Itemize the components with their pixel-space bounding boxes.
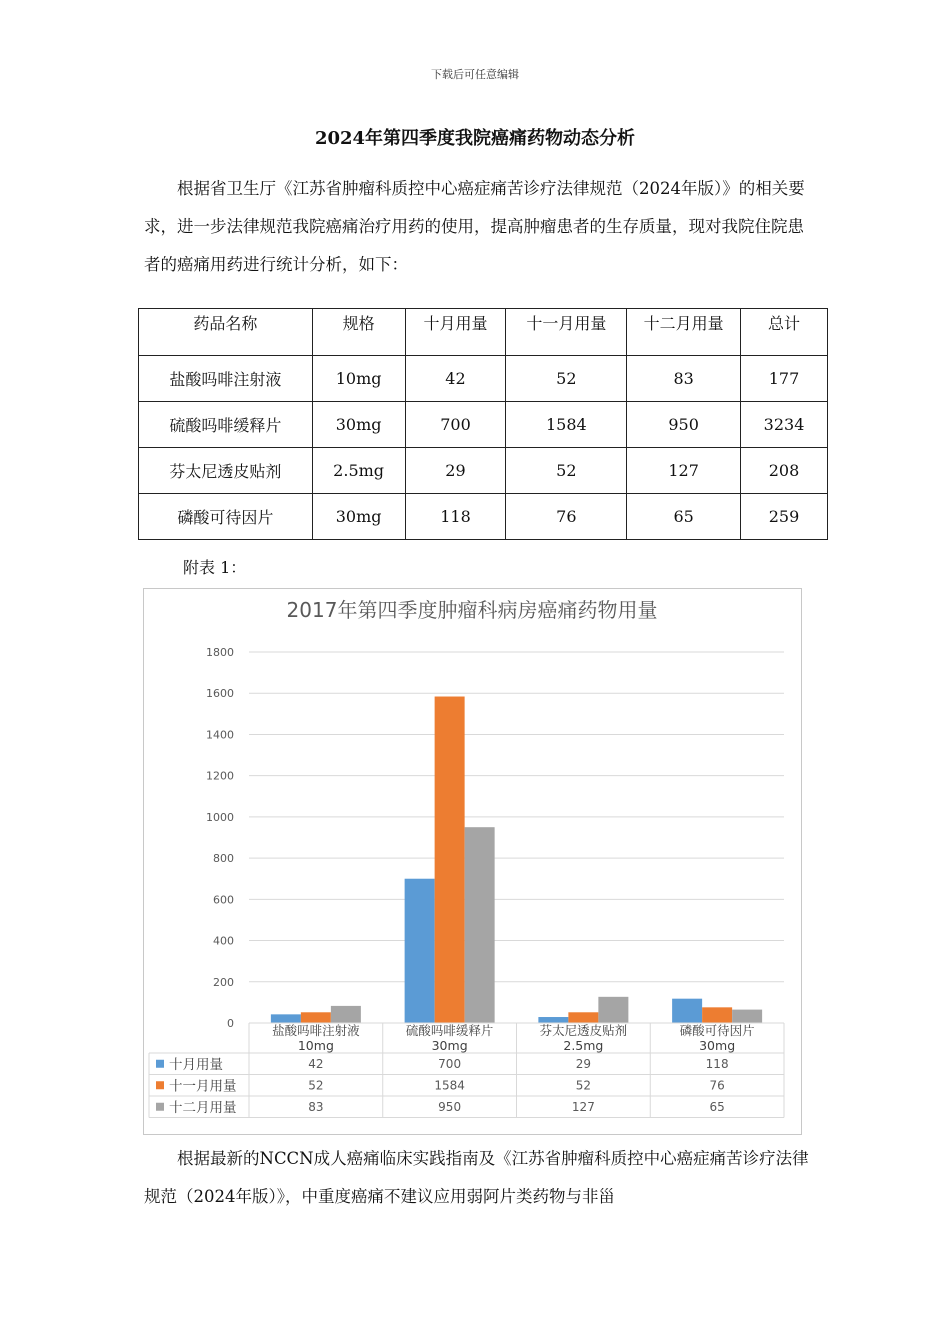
cell-october: 700	[405, 402, 506, 448]
cell-drug-name: 盐酸吗啡注射液	[139, 356, 313, 402]
table-row	[139, 448, 828, 494]
cell-december: 950	[627, 402, 741, 448]
cell-drug-name: 芬太尼透皮贴剂	[139, 448, 313, 494]
chart-svg	[144, 589, 801, 1134]
cell-total: 3234	[741, 402, 828, 448]
bar	[672, 999, 702, 1023]
bar	[598, 997, 628, 1023]
cell-spec: 30mg	[312, 494, 405, 540]
cell-october: 118	[405, 494, 506, 540]
x-category-label: 硫酸吗啡缓释片	[405, 1023, 494, 1038]
bar	[435, 697, 465, 1023]
x-category-label: 盐酸吗啡注射液	[272, 1023, 360, 1038]
legend-label: 十二月用量	[169, 1099, 237, 1116]
legend-label: 十月用量	[169, 1056, 223, 1073]
cell-total: 259	[741, 494, 828, 540]
bar	[331, 1006, 361, 1023]
cell-october: 29	[405, 448, 506, 494]
data-table-value: 118	[705, 1056, 729, 1071]
data-table-value: 65	[709, 1099, 725, 1114]
header-total: 总计	[741, 309, 828, 356]
y-tick-label: 1800	[206, 646, 234, 659]
cell-november: 52	[506, 356, 627, 402]
bar	[271, 1014, 301, 1023]
data-table-value: 42	[308, 1056, 324, 1071]
usage-chart	[143, 588, 802, 1135]
intro-paragraph: 根据省卫生厅《江苏省肿瘤科质控中心癌症痛苦诊疗法律规范（2024年版）》的相关要求，进一步法律规范我院癌痛治疗用药的使用，提高肿瘤患者的生存质量，现对我院住院患者的癌痛用药进行统计分析，如下：	[144, 179, 805, 274]
bar	[301, 1012, 331, 1023]
table-row	[139, 494, 828, 540]
data-table-value: 83	[308, 1099, 324, 1114]
y-tick-label: 1200	[206, 769, 234, 783]
table-row	[139, 356, 828, 402]
x-category-spec: 2.5mg	[563, 1038, 604, 1053]
y-tick-label: 1600	[206, 687, 234, 701]
cell-december: 83	[627, 356, 741, 402]
bar	[702, 1007, 732, 1023]
data-table-value: 76	[709, 1078, 725, 1093]
y-tick-label: 400	[213, 934, 234, 948]
cell-november: 1584	[506, 402, 627, 448]
usage-table	[138, 308, 828, 540]
data-table-value: 52	[308, 1078, 324, 1093]
header-spec: 规格	[312, 309, 405, 356]
cell-december: 65	[627, 494, 741, 540]
bar	[568, 1012, 598, 1023]
y-tick-label: 800	[213, 852, 234, 866]
header-december: 十二月用量	[627, 309, 741, 356]
cell-spec: 2.5mg	[312, 448, 405, 494]
data-table-value: 29	[575, 1056, 592, 1071]
chart-title: 2017年第四季度肿瘤科病房癌痛药物用量	[286, 598, 658, 622]
header-october: 十月用量	[405, 309, 506, 356]
legend-label: 十一月用量	[169, 1078, 237, 1095]
x-category-label: 磷酸可待因片	[679, 1023, 755, 1038]
cell-october: 42	[405, 356, 506, 402]
y-tick-label: 600	[213, 893, 234, 907]
table-row	[139, 402, 828, 448]
x-category-spec: 30mg	[431, 1038, 468, 1053]
bar	[465, 827, 495, 1023]
cell-spec: 10mg	[312, 356, 405, 402]
bar	[732, 1010, 762, 1023]
data-table-value: 1584	[434, 1078, 465, 1093]
data-table-value: 127	[571, 1099, 595, 1114]
x-category-label: 芬太尼透皮贴剂	[539, 1023, 628, 1038]
cell-drug-name: 磷酸可待因片	[139, 494, 313, 540]
x-category-spec: 30mg	[699, 1038, 736, 1053]
legend-swatch	[156, 1081, 164, 1089]
table-header-row	[139, 309, 828, 356]
data-table-value: 950	[438, 1099, 462, 1114]
data-table-value: 52	[575, 1078, 592, 1093]
closing-paragraph: 根据最新的NCCN成人癌痛临床实践指南及《江苏省肿瘤科质控中心癌症痛苦诊疗法律规范（2024年版）》，中重度癌痛不建议应用弱阿片类药物与非甾	[144, 1149, 809, 1206]
y-tick-label: 1400	[206, 728, 234, 742]
cell-november: 52	[506, 448, 627, 494]
header-november: 十一月用量	[506, 309, 627, 356]
cell-spec: 30mg	[312, 402, 405, 448]
x-category-spec: 10mg	[297, 1038, 334, 1053]
legend-swatch	[156, 1060, 164, 1068]
header-drug-name: 药品名称	[139, 309, 313, 356]
cell-december: 127	[627, 448, 741, 494]
cell-drug-name: 硫酸吗啡缓释片	[139, 402, 313, 448]
data-table-value: 700	[438, 1056, 462, 1071]
y-tick-label: 1000	[206, 810, 234, 824]
cell-total: 208	[741, 448, 828, 494]
appendix-label: 附表 1：	[183, 558, 247, 577]
bar	[405, 879, 435, 1023]
y-tick-label: 0	[227, 1017, 234, 1030]
document-title: 2024年第四季度我院癌痛药物动态分析	[314, 128, 636, 149]
header-note: 下载后可任意编辑	[431, 68, 519, 81]
legend-swatch	[156, 1103, 164, 1111]
y-tick-label: 200	[213, 975, 234, 989]
cell-november: 76	[506, 494, 627, 540]
cell-total: 177	[741, 356, 828, 402]
